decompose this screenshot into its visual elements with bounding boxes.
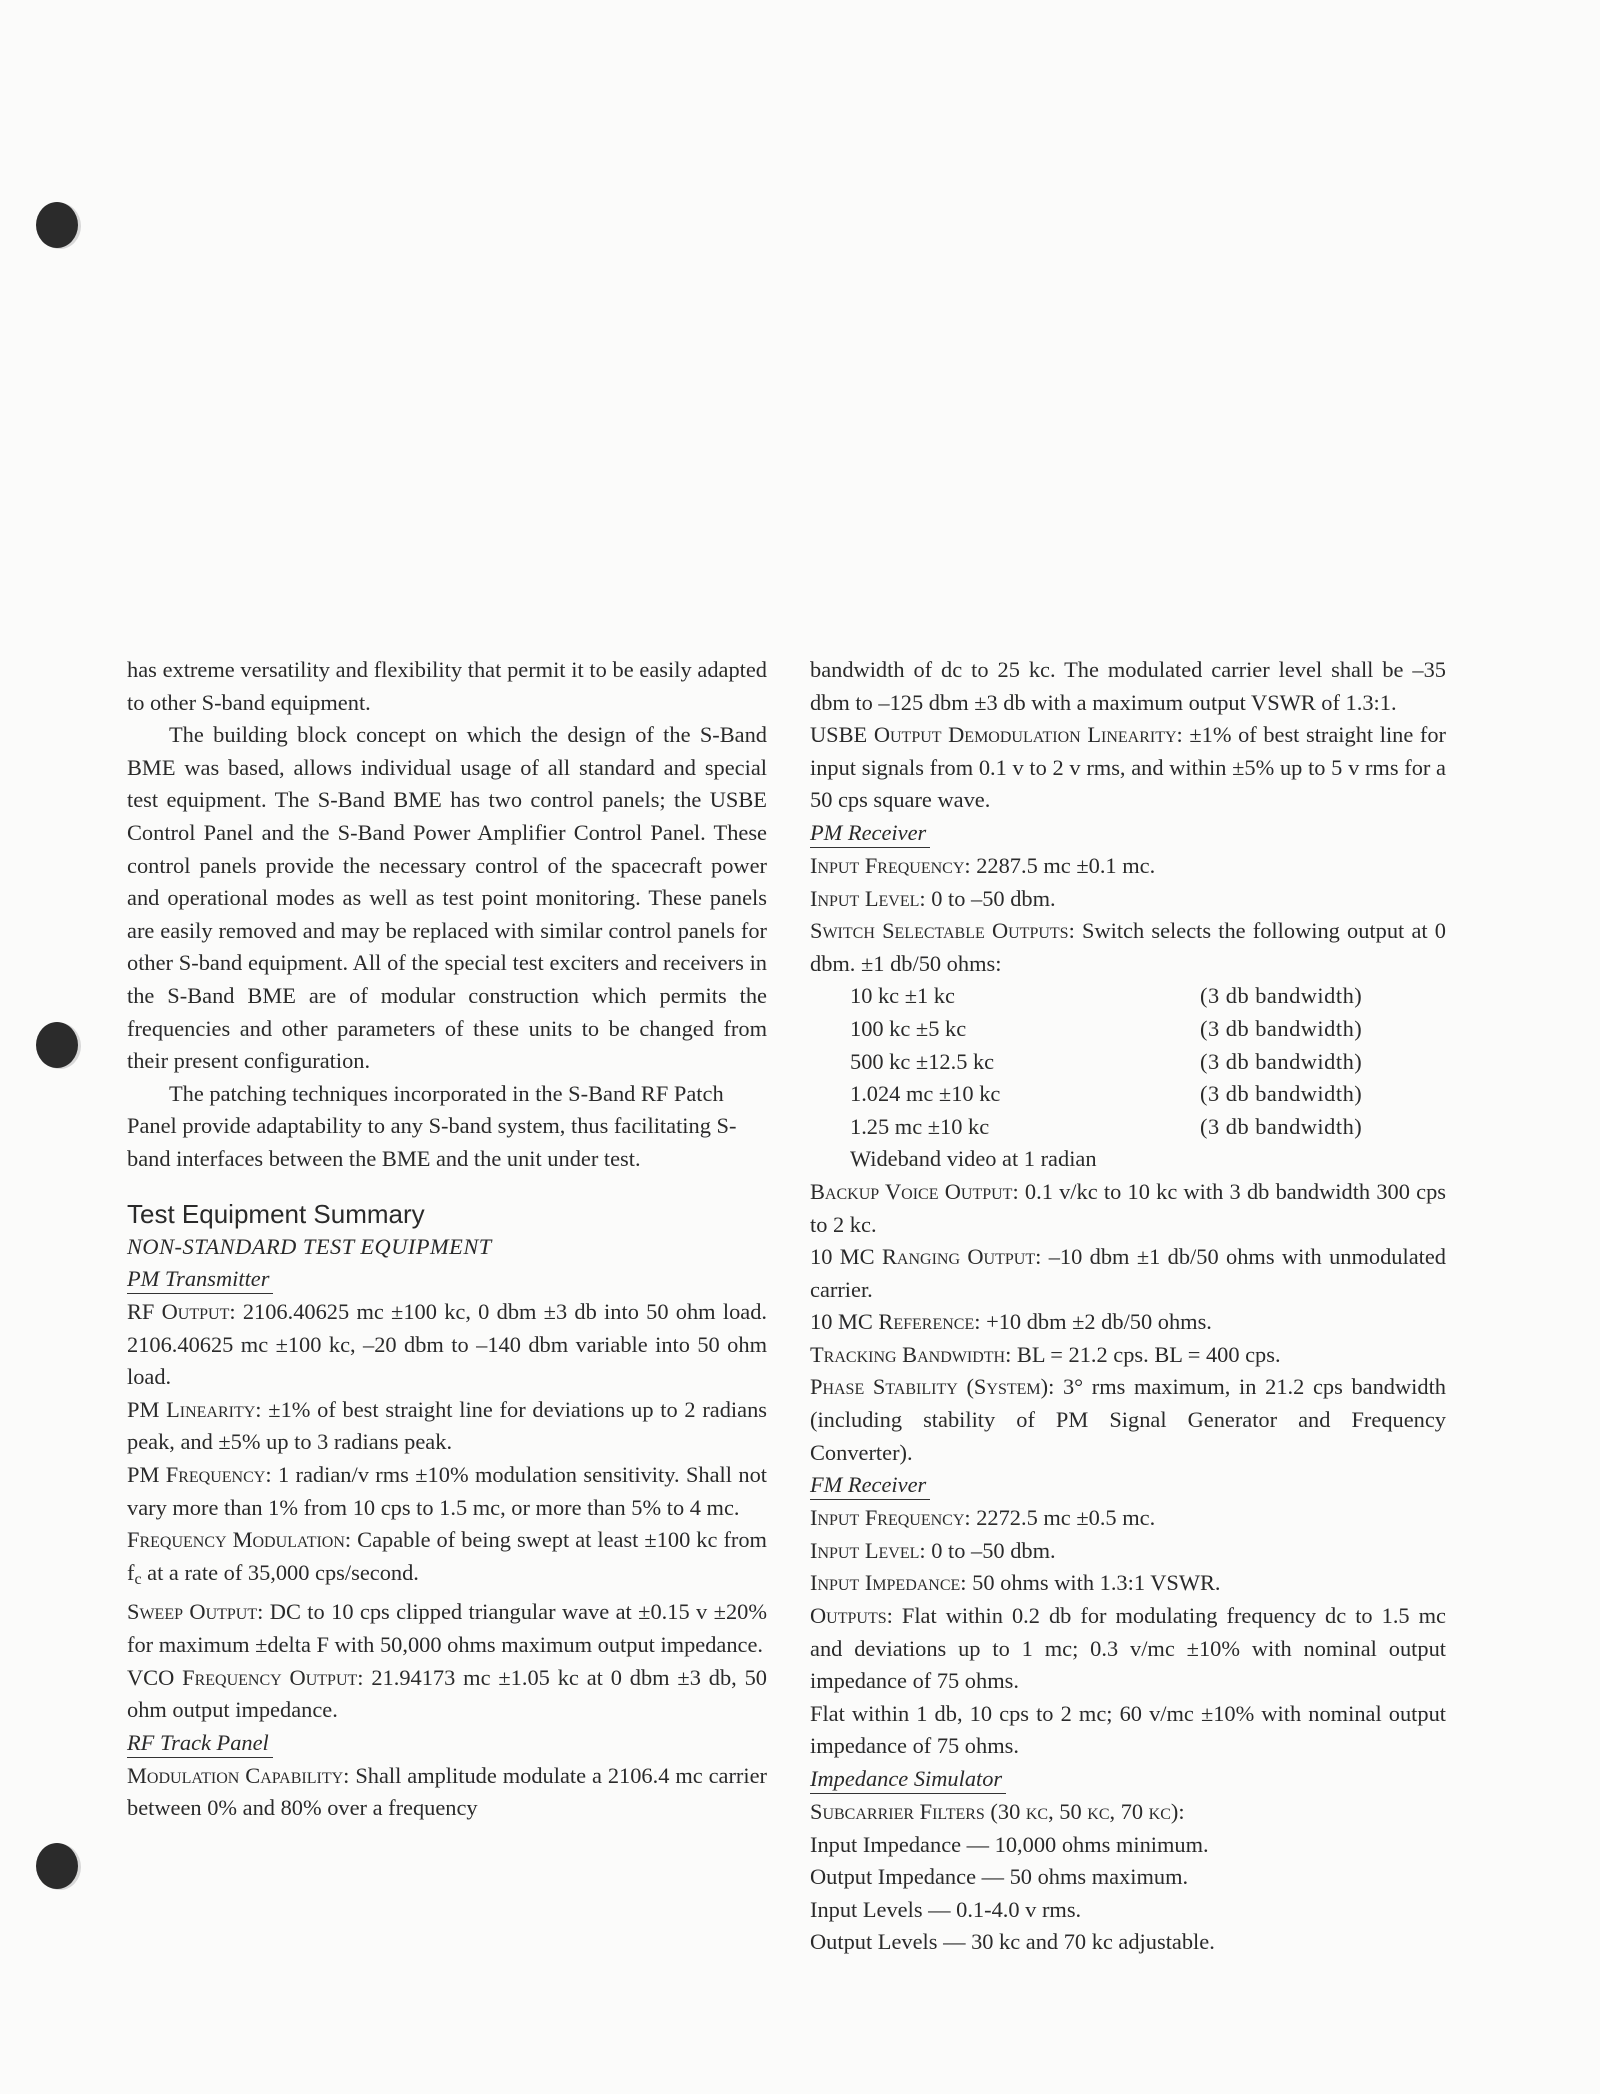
spec-text: at a rate of 35,000 cps/second. (141, 1559, 419, 1585)
spec-label: Modulation Capability: (127, 1762, 350, 1788)
subscript-c: c (134, 1570, 142, 1588)
output-bandwidth: (3 db bandwidth) (1200, 1048, 1363, 1074)
spec-text: Capable of being swept at least ±100 kc from f (127, 1527, 767, 1585)
spec-input-frequency (810, 850, 1446, 883)
spec-subcarrier-filters: Subcarrier Filters (30 kc, 50 kc, 70 kc): (810, 1799, 1185, 1824)
spec-label: VCO Frequency Output: (127, 1664, 364, 1690)
spec-label: RF Output: (127, 1299, 236, 1325)
spec-modulation-capability (127, 1760, 767, 1825)
spec-text: 0 to –50 dbm. (925, 1537, 1056, 1563)
outputs-row (850, 1111, 1446, 1144)
equipment-heading-fm-receiver: FM Receiver (810, 1471, 930, 1500)
spec-pm-frequency (127, 1459, 767, 1524)
continuation-paragraph: bandwidth of dc to 25 kc. The modulated carrier level shall be –35 dbm to –125 dbm ±3 db with a maximum output VSWR of 1.3:1. (810, 657, 1446, 715)
spec-fm-outputs-extra: Flat within 1 db, 10 cps to 2 mc; 60 v/mc ±10% with nominal output impedance of 75 ohms. (810, 1700, 1446, 1759)
outputs-table (850, 980, 1446, 1176)
impedance-line: Output Impedance — 50 ohms maximum. (810, 1864, 1189, 1890)
spec-text: 1 radian/v rms ±10% modulation sensitivity. Shall not vary more than 1% from 10 cps to 1.5 mc, or more than 5% to 4 mc. (127, 1462, 767, 1520)
spec-label: Frequency Modulation: (127, 1527, 352, 1553)
spec-text: Shall amplitude modulate a 2106.4 mc carrier between 0% and 80% over a frequency (127, 1762, 768, 1821)
spec-usbe-demodulation-linearity (810, 719, 1446, 817)
spec-label: Input Impedance: (810, 1570, 967, 1596)
spec-label: Input Frequency: (810, 852, 971, 878)
spec-fm-input-level (810, 1535, 1446, 1568)
spec-fm-outputs (810, 1600, 1446, 1698)
spec-text: 50 ohms with 1.3:1 VSWR. (966, 1570, 1221, 1596)
spec-switch-selectable-outputs (810, 915, 1446, 980)
output-bandwidth: (3 db bandwidth) (1200, 1015, 1363, 1041)
equipment-heading-rf-track-panel: RF Track Panel (127, 1729, 273, 1758)
output-bandwidth: (3 db bandwidth) (1200, 1113, 1363, 1139)
spec-label: Input Level: (810, 1537, 926, 1563)
spec-text: ±1% of best straight line for input signals from 0.1 v to 2 v rms, and within ±5% up to 5 v rms for a 50 cps square wave. (810, 722, 1446, 813)
spec-pm-linearity (127, 1394, 767, 1459)
equipment-heading-pm-receiver: PM Receiver (810, 819, 930, 848)
output-bandwidth: (3 db bandwidth) (1200, 1081, 1363, 1107)
spec-text: 2106.40625 mc ±100 kc, 0 dbm ±3 db into 50 ohm load. 2106.40625 mc ±100 kc, –20 dbm to –140 dbm variable into 50 ohm load. (127, 1299, 767, 1390)
outputs-note: Wideband video at 1 radian (850, 1146, 1097, 1172)
spec-fm-input-impedance (810, 1567, 1446, 1600)
spec-label: USBE Output Demodulation Linearity: (810, 722, 1183, 748)
spec-text: BL = 21.2 cps. BL = 400 cps. (1011, 1341, 1281, 1367)
spec-rf-output (127, 1296, 767, 1394)
impedance-line: Input Levels — 0.1-4.0 v rms. (810, 1896, 1082, 1922)
spec-label: Backup Voice Output: (810, 1178, 1019, 1204)
binding-hole-bottom (36, 1843, 78, 1889)
spec-label: Tracking Bandwidth: (810, 1341, 1012, 1367)
spec-text: ±1% of best straight line for deviations up to 2 radians peak, and ±5% up to 3 radians peak. (127, 1396, 768, 1455)
spec-text: 3° rms maximum, in 21.2 cps bandwidth (including stability of PM Signal Generator and Frequency Converter). (810, 1374, 1446, 1465)
equipment-heading-impedance-simulator: Impedance Simulator (810, 1765, 1006, 1794)
equipment-heading-pm-transmitter: PM Transmitter (127, 1265, 273, 1294)
spec-label: Switch Selectable Outputs: (810, 918, 1075, 944)
body-paragraph: has extreme versatility and flexibility that permit it to be easily adapted to other S-band equipment. (127, 657, 767, 715)
right-column (810, 654, 1446, 1959)
spec-label: 10 MC Reference: (810, 1309, 981, 1335)
spec-text: Flat within 0.2 db for modulating frequency dc to 1.5 mc and deviations up to 1 mc; 0.3 v/mc ±10% with nominal output impedance of 75 ohms. (810, 1603, 1446, 1694)
spec-text: DC to 10 cps clipped triangular wave at ±0.15 v ±20% for maximum ±delta F with 50,000 ohms maximum output impedance. (127, 1599, 767, 1658)
spec-text: +10 dbm ±2 db/50 ohms. (980, 1309, 1212, 1335)
spec-label: Input Level: (810, 885, 926, 911)
spec-label: PM Frequency: (127, 1462, 272, 1488)
output-frequency: 10 kc ±1 kc (850, 983, 955, 1009)
spec-text: Switch selects the following output at 0 dbm. ±1 db/50 ohms: (810, 918, 1446, 976)
spec-ranging-output (810, 1241, 1446, 1306)
left-column (127, 654, 767, 1825)
spec-label: Phase Stability (System): (810, 1374, 1055, 1400)
spec-label: Outputs: (810, 1603, 893, 1629)
spec-sweep-output (127, 1596, 767, 1661)
spec-text: –10 dbm ±1 db/50 ohms with unmodulated carrier. (810, 1244, 1447, 1302)
binding-hole-middle (36, 1022, 78, 1068)
spec-text: 2272.5 mc ±0.5 mc. (970, 1505, 1156, 1531)
spec-fm-input-frequency (810, 1502, 1446, 1535)
body-paragraph: The patching techniques incorporated in the S-Band RF Patch Panel provide adaptability to any S-band system, thus facilitating S-band interfaces between the BME and the unit under test. (127, 1080, 737, 1171)
spec-text: 0 to –50 dbm. (925, 885, 1056, 911)
section-heading: Test Equipment Summary (127, 1198, 425, 1229)
spec-label: 10 MC Ranging Output: (810, 1244, 1042, 1270)
spec-text: 2287.5 mc ±0.1 mc. (970, 852, 1156, 878)
spec-phase-stability (810, 1371, 1446, 1469)
output-frequency: 500 kc ±12.5 kc (850, 1048, 995, 1074)
output-frequency: 100 kc ±5 kc (850, 1015, 967, 1041)
output-frequency: 1.25 mc ±10 kc (850, 1113, 990, 1139)
spec-label: Input Frequency: (810, 1505, 971, 1531)
output-bandwidth: (3 db bandwidth) (1200, 983, 1363, 1009)
impedance-line: Output Levels — 30 kc and 70 kc adjustable. (810, 1929, 1215, 1955)
subsection-heading: NON-STANDARD TEST EQUIPMENT (127, 1233, 492, 1259)
outputs-row (850, 980, 1446, 1013)
body-paragraph: The building block concept on which the design of the S-Band BME was based, allows individual usage of all standard and special test equipment. The S-Band BME has two control panels; the USBE Control Panel and the S-Band Power Amplifier Control Panel. These control panels provide the necessary control of the spacecraft power and operational modes as well as test point monitoring. These panels are easily removed and may be replaced with similar control panels for other S-band equipment. All of the special test exciters and receivers in the S-Band BME are of modular construction which permits the frequencies and other parameters of these units to be changed from their present configuration. (127, 722, 767, 1074)
spec-frequency-modulation (127, 1524, 767, 1596)
outputs-row (850, 1046, 1446, 1079)
spec-vco-frequency-output (127, 1662, 767, 1727)
spec-label: Sweep Output: (127, 1599, 264, 1625)
output-frequency: 1.024 mc ±10 kc (850, 1081, 1001, 1107)
spec-text: 0.1 v/kc to 10 kc with 3 db bandwidth 300 cps to 2 kc. (810, 1178, 1447, 1237)
spec-backup-voice-output (810, 1176, 1446, 1241)
spec-reference (810, 1306, 1446, 1339)
spec-input-level (810, 883, 1446, 916)
spec-tracking-bandwidth (810, 1339, 1446, 1372)
binding-hole-top (36, 202, 78, 248)
outputs-row (850, 1013, 1446, 1046)
impedance-line: Input Impedance — 10,000 ohms minimum. (810, 1831, 1209, 1857)
outputs-row (850, 1078, 1446, 1111)
spec-text: 21.94173 mc ±1.05 kc at 0 dbm ±3 db, 50 ohm output impedance. (127, 1664, 767, 1723)
spec-label: PM Linearity: (127, 1396, 262, 1422)
